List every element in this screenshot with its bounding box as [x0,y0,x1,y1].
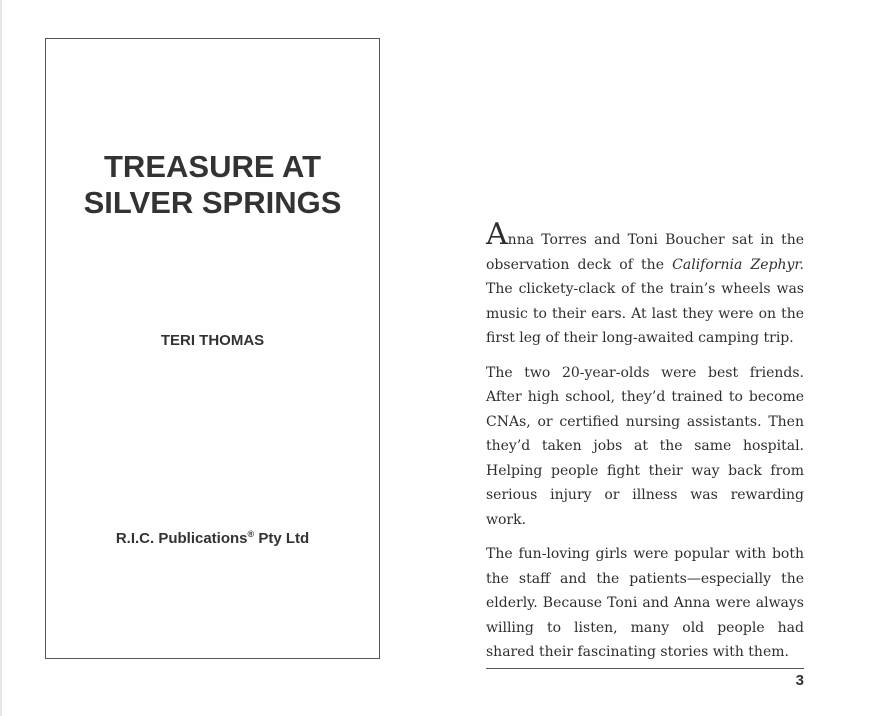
paragraph-3: The fun-loving girls were popular with both the staff and the patients—especially the elderly. Because Toni and Anna were always willing to listen, many old people had shared their fascinating stories with them. [486,546,804,660]
publisher-name: R.I.C. Publications [115,530,248,547]
train-name: California Zephyr. [672,256,804,273]
paragraph-2: The two 20-year-olds were best friends. After high school, they’d trained to become CNAs, or certified nursing assistants. Then they’d taken jobs at the same hospital. Helping people fight their way back from serious injury or illness was rewarding work. [486,364,804,528]
drop-cap: A [486,217,508,252]
title-page-frame [45,38,380,659]
author-name: TERI THOMAS [160,332,265,349]
book-title-line-2: SILVER SPRINGS [83,185,342,220]
page-number: 3 [795,672,804,689]
paragraph-1 [486,217,804,351]
book-title-line-1: TREASURE AT [104,149,321,184]
paragraph-1-text-a: nna Torres and Toni Boucher sat in the observation deck of the [486,232,804,273]
paragraph-1-text-b: The clickety-clack of the train’s wheels was music to their ears. At last they were on the first leg of their long-awaited camping trip. [486,281,804,346]
right-page [435,0,870,716]
page-edge [0,0,2,716]
story-text [486,217,804,675]
registered-mark: ® [247,529,255,539]
book-title [46,149,379,221]
footer-rule [486,668,804,669]
publisher-suffix: Pty Ltd [254,530,310,547]
publisher [46,530,379,547]
